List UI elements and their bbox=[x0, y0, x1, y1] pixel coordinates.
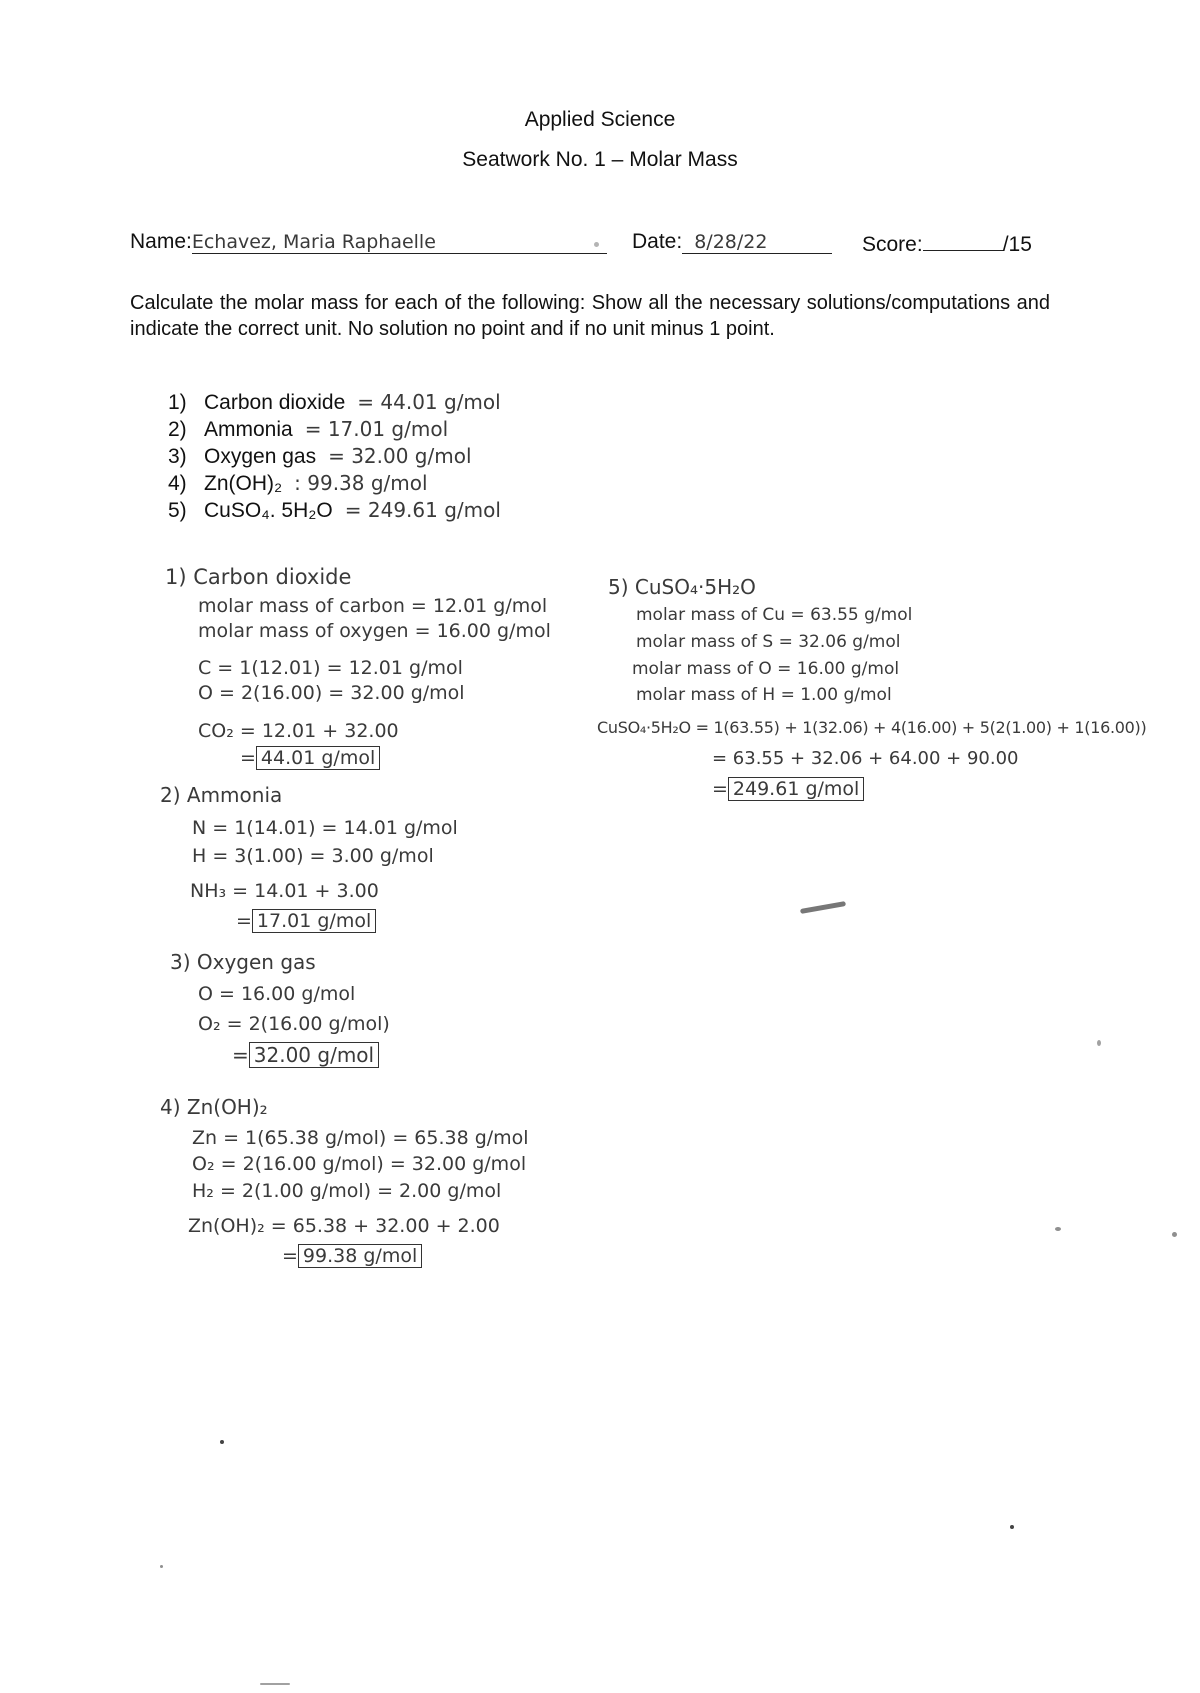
scan-smudge bbox=[800, 901, 846, 914]
scan-dot bbox=[160, 1565, 163, 1568]
solution-line: molar mass of carbon = 12.01 g/mol bbox=[198, 595, 548, 617]
scan-dot bbox=[260, 1683, 290, 1685]
solution-line: = 63.55 + 32.06 + 64.00 + 90.00 bbox=[712, 748, 1019, 769]
boxed-answer: 44.01 g/mol bbox=[256, 746, 380, 770]
solution-result: = 249.61 g/mol bbox=[712, 778, 864, 800]
solution-line: H = 3(1.00) = 3.00 g/mol bbox=[192, 845, 434, 867]
answer: = 17.01 g/mol bbox=[304, 417, 449, 441]
question-item: 3) Oxygen gas = 32.00 g/mol bbox=[168, 444, 472, 468]
scan-dot bbox=[1097, 1040, 1101, 1046]
score-value bbox=[923, 230, 1003, 251]
boxed-answer: 32.00 g/mol bbox=[249, 1042, 379, 1068]
date-field bbox=[632, 230, 832, 254]
scan-dot bbox=[1172, 1232, 1177, 1237]
question-item: 5) CuSO₄. 5H₂O = 249.61 g/mol bbox=[168, 498, 501, 522]
solution-result: = 32.00 g/mol bbox=[232, 1043, 379, 1067]
solution-line: O = 2(16.00) = 32.00 g/mol bbox=[198, 682, 465, 704]
name-value: Echavez, Maria Raphaelle bbox=[192, 231, 607, 254]
solution-line: NH₃ = 14.01 + 3.00 bbox=[190, 880, 379, 902]
solution-2-heading: 2) Ammonia bbox=[160, 783, 283, 807]
solution-line: H₂ = 2(1.00 g/mol) = 2.00 g/mol bbox=[192, 1180, 502, 1202]
scan-dot bbox=[1055, 1227, 1061, 1231]
score-label: Score: bbox=[862, 233, 923, 256]
question-item: 4) Zn(OH)₂ : 99.38 g/mol bbox=[168, 471, 428, 495]
solution-line: molar mass of H = 1.00 g/mol bbox=[636, 685, 892, 705]
solution-line: N = 1(14.01) = 14.01 g/mol bbox=[192, 817, 458, 839]
solution-line: molar mass of O = 16.00 g/mol bbox=[632, 659, 900, 679]
solution-line: molar mass of Cu = 63.55 g/mol bbox=[636, 605, 913, 625]
solution-result: = 99.38 g/mol bbox=[282, 1245, 422, 1267]
scan-dot bbox=[220, 1440, 224, 1444]
question-list bbox=[168, 390, 501, 525]
solution-line: O = 16.00 g/mol bbox=[198, 983, 356, 1005]
seatwork-title: Seatwork No. 1 – Molar Mass bbox=[462, 148, 738, 171]
boxed-answer: 17.01 g/mol bbox=[252, 909, 376, 933]
boxed-answer: 99.38 g/mol bbox=[298, 1244, 422, 1268]
scan-dot bbox=[594, 242, 599, 247]
solution-line: O₂ = 2(16.00 g/mol) = 32.00 g/mol bbox=[192, 1153, 527, 1175]
boxed-answer: 249.61 g/mol bbox=[728, 777, 864, 801]
solution-line: CO₂ = 12.01 + 32.00 bbox=[198, 720, 399, 742]
name-label: Name: bbox=[130, 230, 192, 253]
solution-line: O₂ = 2(16.00 g/mol) bbox=[198, 1013, 390, 1035]
scan-dot bbox=[1010, 1525, 1014, 1529]
solution-line: Zn = 1(65.38 g/mol) = 65.38 g/mol bbox=[192, 1127, 529, 1149]
answer: : 99.38 g/mol bbox=[294, 471, 428, 495]
solution-3-heading: 3) Oxygen gas bbox=[170, 950, 316, 974]
solution-line: C = 1(12.01) = 12.01 g/mol bbox=[198, 657, 463, 679]
solution-1-heading: 1) Carbon dioxide bbox=[165, 565, 352, 589]
solution-line: molar mass of oxygen = 16.00 g/mol bbox=[198, 620, 551, 642]
score-field bbox=[862, 230, 1032, 257]
date-value: 8/28/22 bbox=[682, 231, 832, 254]
date-label: Date: bbox=[632, 230, 683, 253]
instructions: Calculate the molar mass for each of the following: Show all the necessary solutions/computations and indicate the correct unit. No solution no point and if no unit minus 1 point. bbox=[130, 292, 1050, 340]
question-item: 1) Carbon dioxide = 44.01 g/mol bbox=[168, 390, 501, 414]
answer: = 44.01 g/mol bbox=[357, 390, 501, 414]
solution-4-heading: 4) Zn(OH)₂ bbox=[160, 1095, 268, 1119]
score-total: /15 bbox=[1002, 233, 1032, 256]
solution-5-heading: 5) CuSO₄·5H₂O bbox=[608, 575, 756, 599]
solution-line: molar mass of S = 32.06 g/mol bbox=[636, 632, 901, 652]
solution-line: CuSO₄·5H₂O = 1(63.55) + 1(32.06) + 4(16.00) + 5(2(1.00) + 1(16.00)) bbox=[597, 718, 1147, 737]
name-field bbox=[130, 230, 607, 254]
solution-result: = 44.01 g/mol bbox=[240, 747, 380, 769]
answer: = 32.00 g/mol bbox=[328, 444, 472, 468]
question-item: 2) Ammonia = 17.01 g/mol bbox=[168, 417, 449, 441]
solution-line: Zn(OH)₂ = 65.38 + 32.00 + 2.00 bbox=[188, 1215, 500, 1237]
subject-title: Applied Science bbox=[524, 108, 676, 131]
answer: = 249.61 g/mol bbox=[344, 498, 501, 522]
solution-result: = 17.01 g/mol bbox=[236, 910, 376, 932]
